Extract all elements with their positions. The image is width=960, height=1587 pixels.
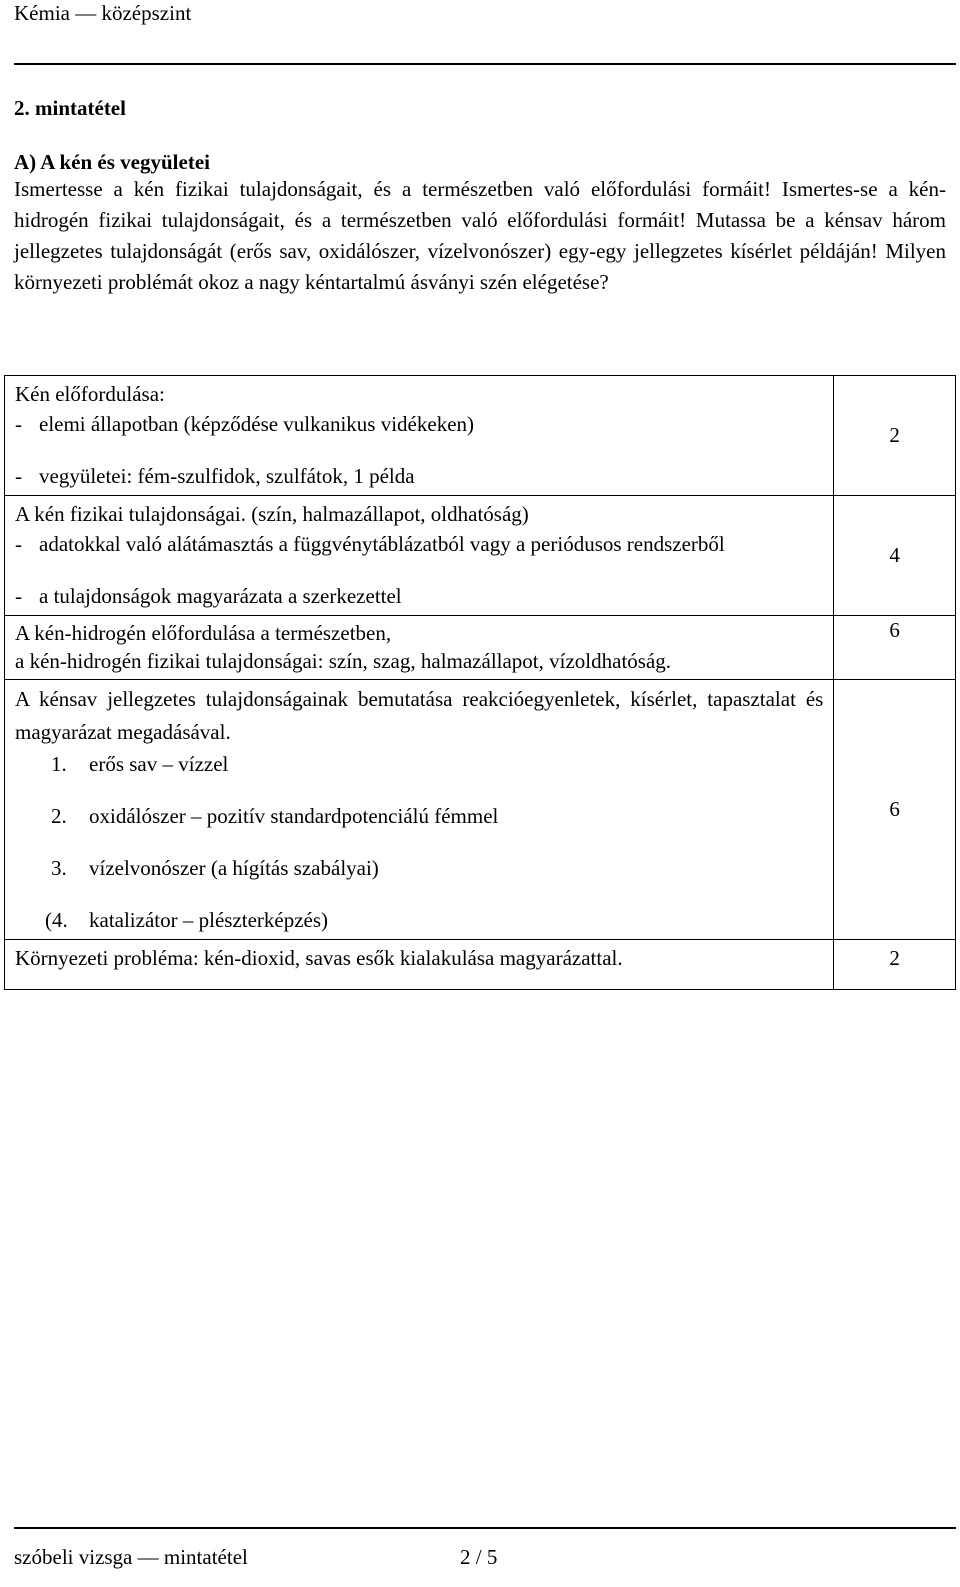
points-cell: 6 xyxy=(834,680,956,940)
header-divider xyxy=(14,63,956,65)
task-description: Ismertesse a kén fizikai tulajdonságait, és a természetben való előfordulási formáit! Ismertes-se a kén-hidrogén fizikai tulajdonságait, és a természetben való előfordulási formáit! Mutassa be a kénsav három jellegzetes tulajdonságát (erős sav, oxidálószer, vízelvonószer) egy-egy jellegzetes kísérlet példáján! Milyen környezeti problémát okoz a nagy kéntartalmú ásványi szén elégetése? xyxy=(14,177,946,294)
criteria-line: Környezeti probléma: kén-dioxid, savas esők kialakulása magyarázattal. xyxy=(15,946,623,970)
list-item: 3. vízelvonószer (a hígítás szabályai) xyxy=(51,856,379,880)
points-cell: 4 xyxy=(834,496,956,616)
criteria-line: a kén-hidrogén fizikai tulajdonságai: szín, szag, halmazállapot, vízoldhatóság. xyxy=(15,649,672,673)
page-header: Kémia — középszint xyxy=(14,1,192,25)
scoring-table xyxy=(4,375,956,990)
table-row xyxy=(5,376,956,496)
table-row xyxy=(5,680,956,940)
criteria-cell xyxy=(5,680,834,940)
list-item: - vegyületei: fém-szulfidok, szulfátok, 1 példa xyxy=(15,464,415,488)
points-cell: 2 xyxy=(834,376,956,496)
list-item: 2. oxidálószer – pozitív standardpotenciálú fémmel xyxy=(51,804,499,828)
table-row xyxy=(5,496,956,616)
points-cell: 6 xyxy=(834,616,956,680)
criteria-cell xyxy=(5,376,834,496)
table-row xyxy=(5,940,956,990)
points-cell: 2 xyxy=(834,940,956,990)
footer-label: szóbeli vizsga — mintatétel xyxy=(14,1545,248,1569)
criteria-heading: A kén fizikai tulajdonságai. (szín, halmazállapot, oldhatóság) xyxy=(15,502,529,526)
page-number: 2 / 5 xyxy=(460,1545,498,1569)
list-item: - a tulajdonságok magyarázata a szerkezettel xyxy=(15,584,402,608)
list-item: - adatokkal való alátámasztás a függvénytáblázatból vagy a periódusos rendszerből xyxy=(15,532,725,556)
table-row xyxy=(5,616,956,680)
criteria-heading: A kénsav jellegzetes tulajdonságainak bemutatása reakcióegyenletek, kísérlet, tapasztalat és magyarázat megadásával. xyxy=(15,687,824,744)
criteria-cell xyxy=(5,616,834,680)
exam-item-title: 2. mintatétel xyxy=(14,96,126,120)
list-item: 1. erős sav – vízzel xyxy=(51,752,229,776)
list-item: (4. katalizátor – plészterképzés) xyxy=(45,908,329,932)
list-item: - elemi állapotban (képződése vulkanikus vidékeken) xyxy=(15,412,475,436)
footer-divider xyxy=(14,1527,956,1529)
criteria-cell xyxy=(5,496,834,616)
section-title: A) A kén és vegyületei xyxy=(14,150,210,174)
criteria-heading: Kén előfordulása: xyxy=(15,382,165,406)
criteria-line: A kén-hidrogén előfordulása a természetben, xyxy=(15,621,392,645)
criteria-cell xyxy=(5,940,834,990)
